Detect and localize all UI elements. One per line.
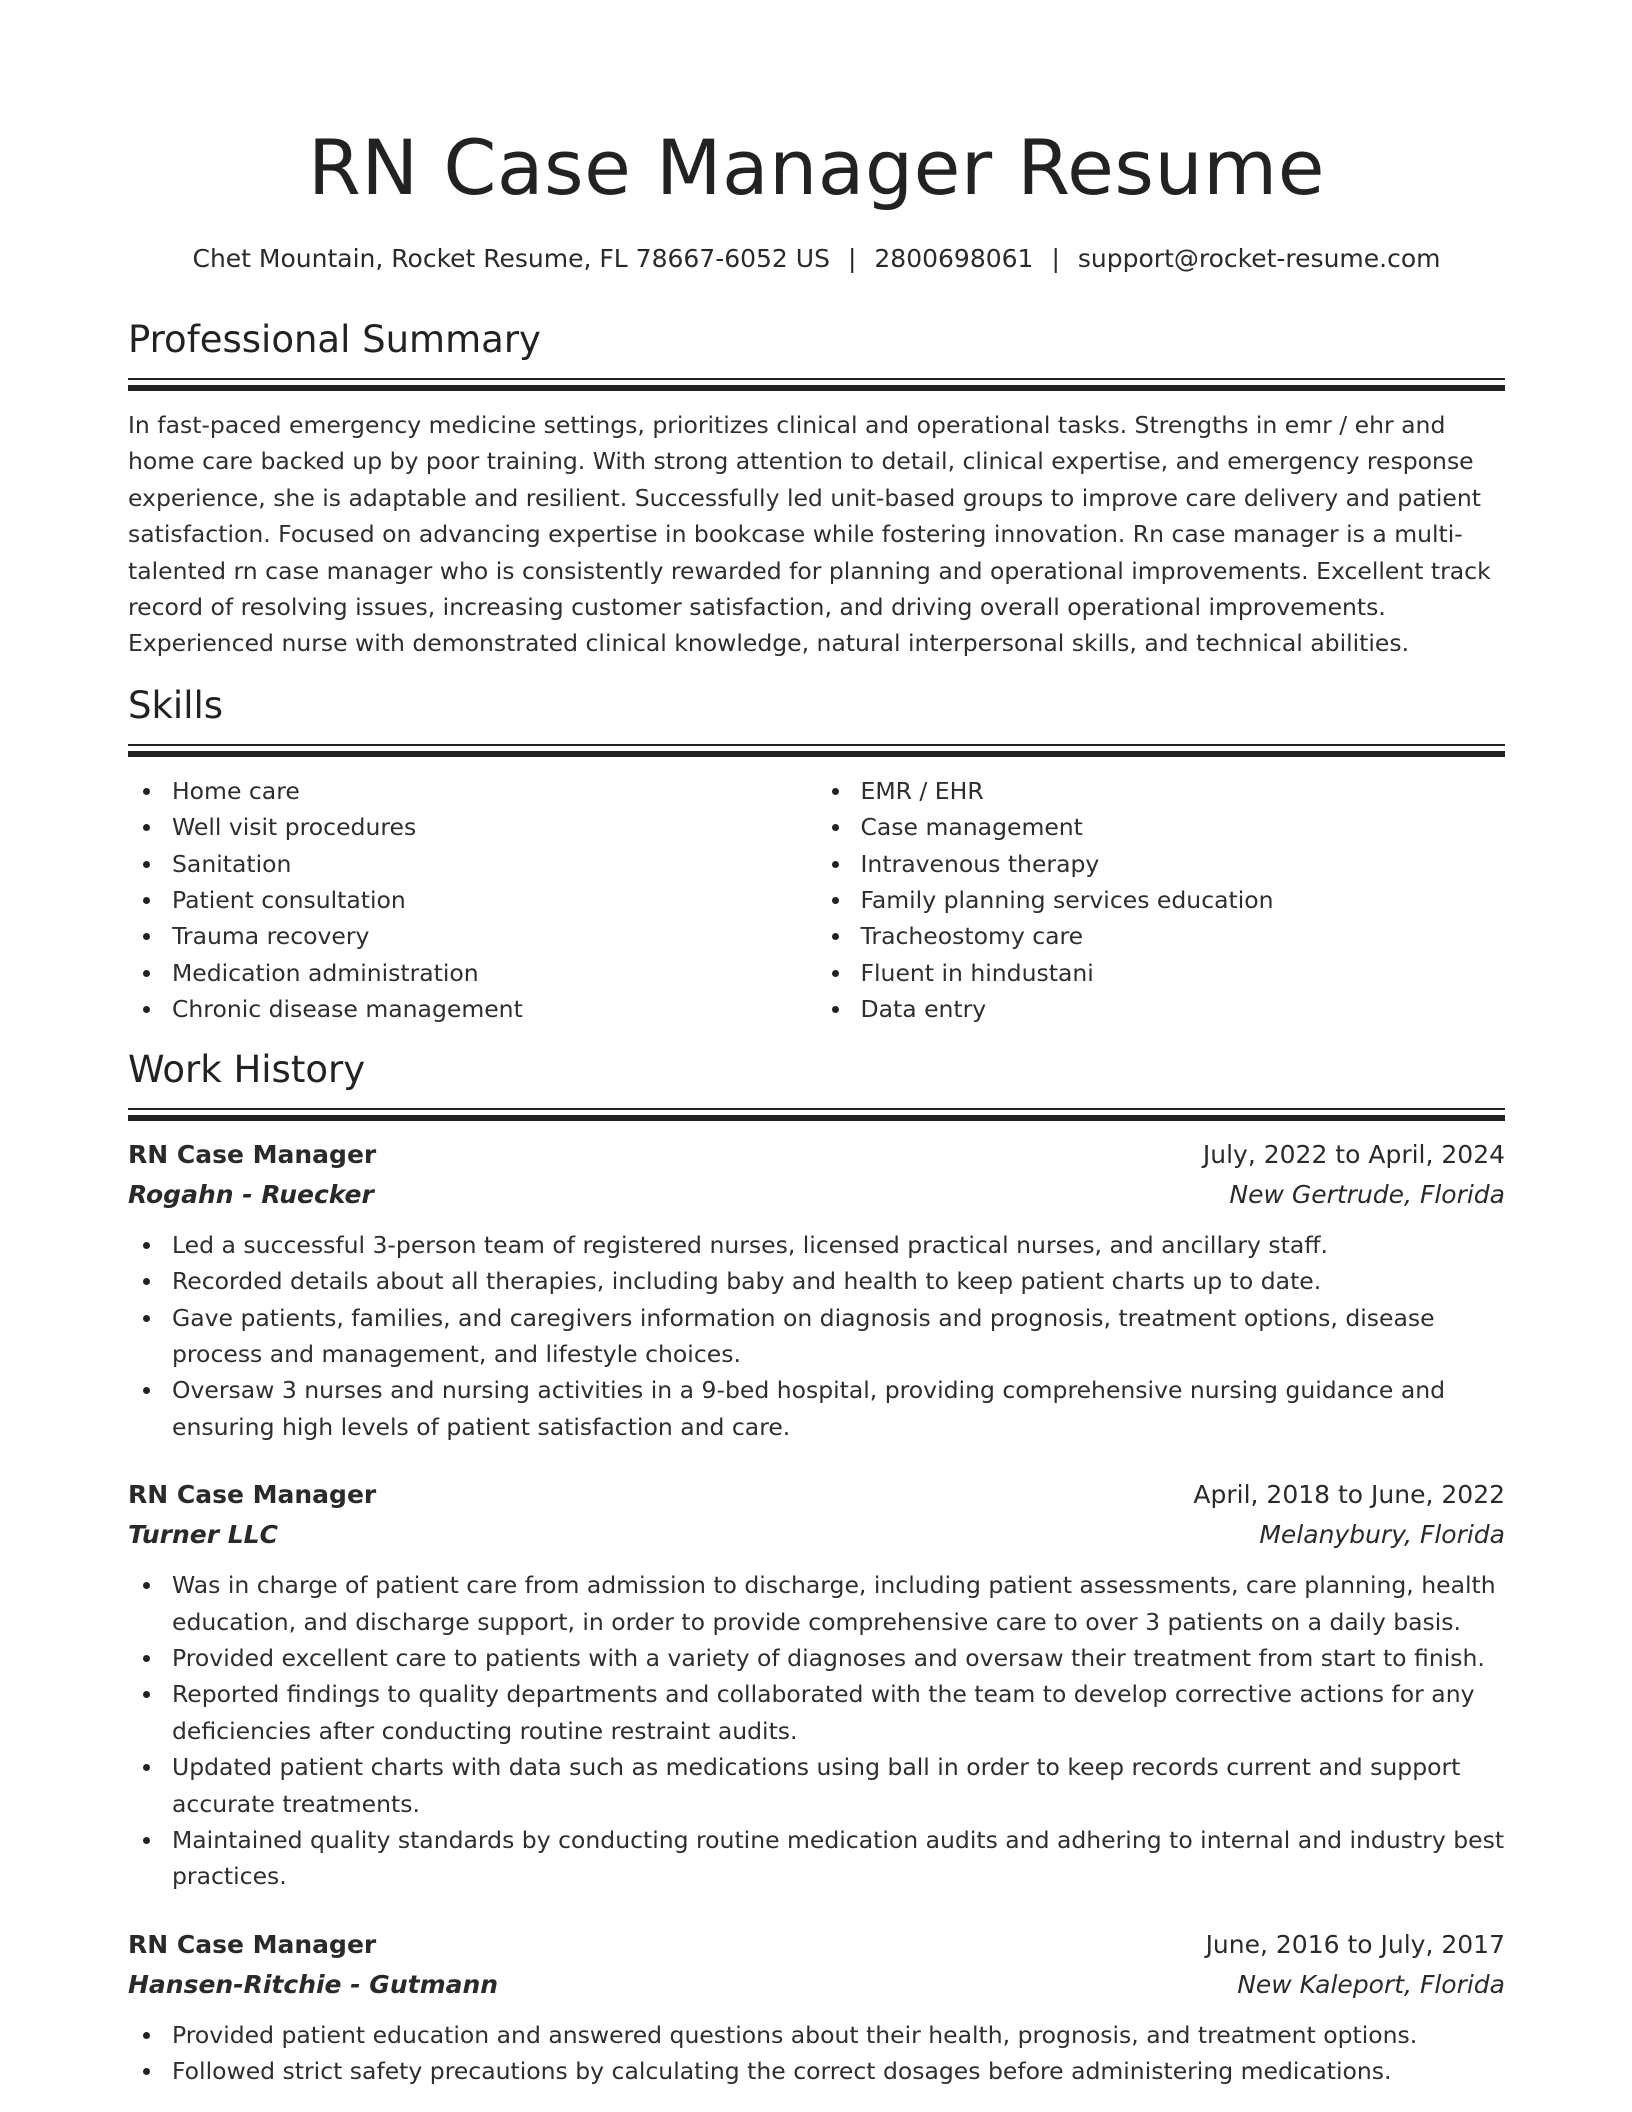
section-heading-work-history: Work History xyxy=(128,1047,366,1091)
job-title: RN Case Manager xyxy=(128,1139,377,1169)
job-subheader-row xyxy=(128,1175,1505,1215)
job-bullet: Provided patient education and answered questions about their health, prognosis, and treatment options. xyxy=(172,2017,1505,2053)
summary-paragraph: In fast-paced emergency medicine settings, prioritizes clinical and operational tasks. Strengths in emr / ehr and home care backed up by poor training. With strong attention to detail, clinical expertise, and emergency response experience, she is adaptable and resilient. Successfully led unit-based groups to improve care delivery and patient satisfaction. Focused on advancing expertise in bookcase while fostering innovation. Rn case manager is a multi-talented rn case manager who is consistently rewarded for planning and operational improvements. Excellent track record of resolving issues, increasing customer satisfaction, and driving overall operational improvements. Experienced nurse with demonstrated clinical knowledge, natural interpersonal skills, and technical abilities. xyxy=(128,411,1491,658)
skills-section xyxy=(128,682,1505,1028)
job-title: RN Case Manager xyxy=(128,1929,377,1959)
section-divider xyxy=(128,1108,1505,1121)
document-title: RN Case Manager Resume xyxy=(308,123,1325,212)
contact-separator: | xyxy=(1051,244,1060,273)
job-dates: April, 2018 to June, 2022 xyxy=(1193,1480,1505,1510)
skill-item: Home care xyxy=(172,773,817,809)
job-bullet: Gave patients, families, and caregivers information on diagnosis and prognosis, treatment options, disease process and management, and lifestyle choices. xyxy=(172,1300,1505,1373)
skills-grid xyxy=(128,773,1505,1028)
job-entry xyxy=(128,1135,1505,1445)
job-bullet: Was in charge of patient care from admission to discharge, including patient assessments, care planning, health education, and discharge support, in order to provide comprehensive care to over 3 patients on a daily basis. xyxy=(172,1567,1505,1640)
job-entry xyxy=(128,1475,1505,1895)
job-title: RN Case Manager xyxy=(128,1480,377,1510)
skill-item: Trauma recovery xyxy=(172,918,817,954)
section-divider xyxy=(128,744,1505,757)
job-bullet: Reported findings to quality departments and collaborated with the team to develop corrective actions for any deficiencies after conducting routine restraint audits. xyxy=(172,1676,1505,1749)
contact-address: Chet Mountain, Rocket Resume, FL 78667-6052 US xyxy=(192,244,830,273)
skill-item: Family planning services education xyxy=(861,882,1506,918)
skill-item: Case management xyxy=(861,809,1506,845)
job-location: New Kaleport, Florida xyxy=(1237,1969,1505,1999)
job-bullets xyxy=(128,2017,1505,2090)
job-bullet: Updated patient charts with data such as medications using ball in order to keep records current and support accurate treatments. xyxy=(172,1749,1505,1822)
job-subheader-row xyxy=(128,1965,1505,2005)
job-header-row xyxy=(128,1135,1505,1175)
job-bullet: Maintained quality standards by conducting routine medication audits and adhering to internal and industry best practices. xyxy=(172,1822,1505,1895)
job-header-row xyxy=(128,1475,1505,1515)
skill-item: Patient consultation xyxy=(172,882,817,918)
skill-item: EMR / EHR xyxy=(861,773,1506,809)
work-history-section xyxy=(128,1046,1505,2090)
summary-section xyxy=(128,316,1505,662)
contact-line xyxy=(128,242,1505,276)
section-divider xyxy=(128,378,1505,391)
job-bullet: Recorded details about all therapies, including baby and health to keep patient charts up to date. xyxy=(172,1263,1505,1299)
job-dates: July, 2022 to April, 2024 xyxy=(1202,1139,1505,1169)
skill-item: Sanitation xyxy=(172,846,817,882)
skill-item: Medication administration xyxy=(172,955,817,991)
job-location: Melanybury, Florida xyxy=(1259,1520,1505,1550)
skill-item: Intravenous therapy xyxy=(861,846,1506,882)
job-entry xyxy=(128,1925,1505,2090)
job-bullet: Provided excellent care to patients with a variety of diagnoses and oversaw their treatment from start to finish. xyxy=(172,1640,1505,1676)
section-heading-skills: Skills xyxy=(128,683,224,727)
skill-item: Tracheostomy care xyxy=(861,918,1506,954)
job-bullets xyxy=(128,1567,1505,1895)
job-location: New Gertrude, Florida xyxy=(1229,1179,1505,1209)
job-bullets xyxy=(128,1227,1505,1445)
contact-separator: | xyxy=(847,244,857,273)
skill-item: Well visit procedures xyxy=(172,809,817,845)
job-company: Turner LLC xyxy=(128,1520,278,1550)
contact-email[interactable]: support@rocket-resume.com xyxy=(1077,244,1441,273)
job-company: Hansen-Ritchie - Gutmann xyxy=(128,1969,499,1999)
skill-item: Data entry xyxy=(861,991,1506,1027)
job-bullet: Followed strict safety precautions by calculating the correct dosages before administering medications. xyxy=(172,2053,1505,2089)
skills-column-left xyxy=(128,773,817,1028)
skills-column-right xyxy=(817,773,1506,1028)
contact-phone: 2800698061 xyxy=(874,244,1034,273)
section-heading-summary: Professional Summary xyxy=(128,318,541,361)
job-bullet: Oversaw 3 nurses and nursing activities in a 9-bed hospital, providing comprehensive nursing guidance and ensuring high levels of patient satisfaction and care. xyxy=(172,1372,1505,1445)
job-company: Rogahn - Ruecker xyxy=(128,1179,374,1209)
job-header-row xyxy=(128,1925,1505,1965)
job-bullet: Led a successful 3-person team of registered nurses, licensed practical nurses, and ancillary staff. xyxy=(172,1227,1505,1263)
skill-item: Chronic disease management xyxy=(172,991,817,1027)
job-subheader-row xyxy=(128,1515,1505,1555)
skill-item: Fluent in hindustani xyxy=(861,955,1506,991)
job-dates: June, 2016 to July, 2017 xyxy=(1205,1929,1505,1959)
